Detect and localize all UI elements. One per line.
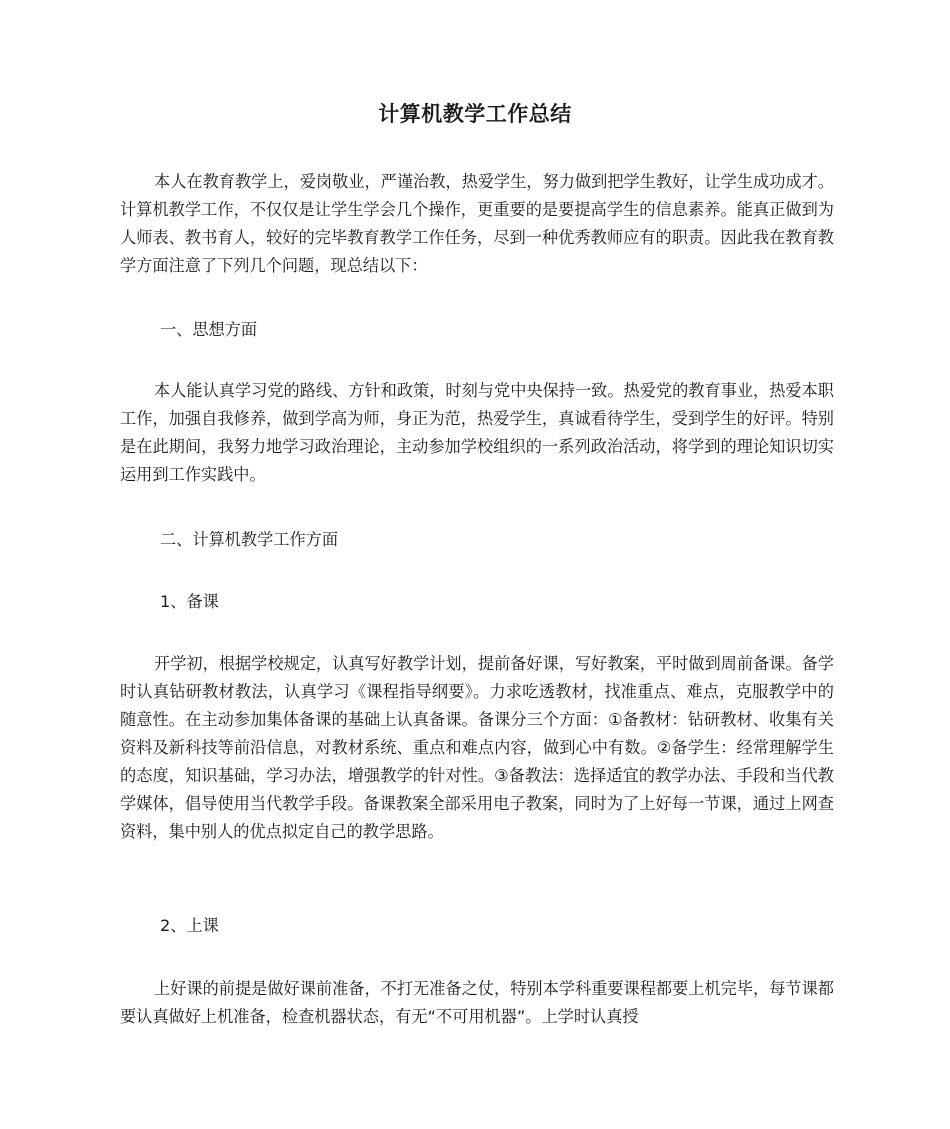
- class-paragraph: 上好课的前提是做好课前准备，不打无准备之仗，特别本学科重要课程都要上机完毕，每节课都要认真做好上机准备，检查机器状态，有无“不可用机器”。上学时认真授: [120, 979, 834, 1026]
- section-heading-teaching: 二、计算机教学工作方面: [160, 530, 339, 549]
- lesson-prep-paragraph: 开学初，根据学校规定，认真写好教学计划，提前备好课，写好教案，平时做到周前备课。备学时认真钻研教材教法，认真学习《课程指导纲要》。力求吃透教材，找准重点、难点，克服教学中的随意性。在主动参加集体备课的基础上认真备课。备课分三个方面：①备教材：钻研教材、收集有关资料及新科技等前沿信息，对教材系统、重点和难点内容，做到心中有数。②备学生：经常理解学生的态度，知识基础，学习办法，增强教学的针对性。③备教法：选择适宜的教学办法、手段和当代教学媒体，倡导使用当代教学手段。备课教案全部采用电子教案，同时为了上好每一节课，通过上网查资料，集中别人的优点拟定自己的教学思路。: [120, 654, 834, 841]
- intro-paragraph: 本人在教育教学上，爱岗敬业，严谨治教，热爱学生，努力做到把学生教好，让学生成功成才。计算机教学工作，不仅仅是让学生学会几个操作，更重要的是要提高学生的信息素养。能真正做到为人师表、教书育人，较好的完毕教育教学工作任务，尽到一种优秀教师应有的职责。因此我在教育教学方面注意了下列几个问题，现总结以下：: [120, 172, 834, 275]
- document-title: 计算机教学工作总结: [378, 102, 572, 126]
- subsection-heading-class: 2、上课: [160, 916, 219, 935]
- section-heading-thought: 一、思想方面: [160, 320, 258, 339]
- subsection-heading-lesson-prep: 1、备课: [160, 592, 219, 611]
- thought-paragraph: 本人能认真学习党的路线、方针和政策，时刻与党中央保持一致。热爱党的教育事业，热爱本职工作，加强自我修养，做到学高为师，身正为范，热爱学生，真诚看待学生，受到学生的好评。特别是在此期间，我努力地学习政治理论，主动参加学校组织的一系列政治活动，将学到的理论知识切实运用到工作实践中。: [120, 381, 834, 484]
